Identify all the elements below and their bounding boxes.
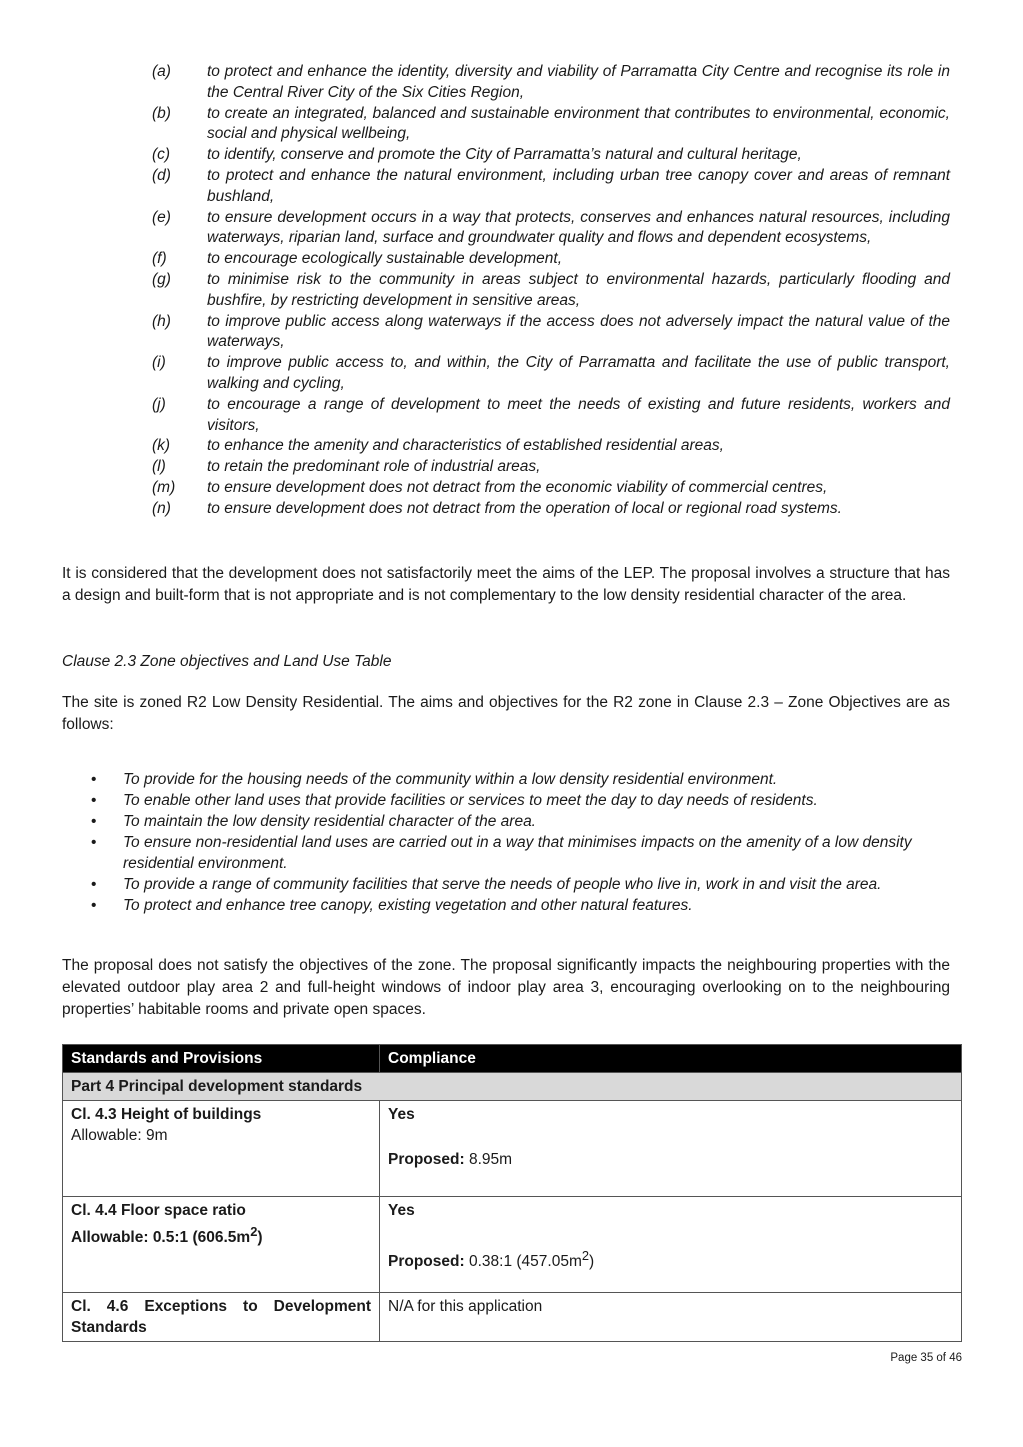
objective-item <box>88 811 948 832</box>
bullet-icon: • <box>91 897 97 914</box>
aim-label: (d) <box>152 166 171 184</box>
objective-item <box>88 790 948 811</box>
objective-text: To maintain the low density residential character of the area. <box>123 813 536 830</box>
objective-item <box>88 769 948 790</box>
aim-item <box>142 312 950 354</box>
aim-text: to enhance the amenity and characteristics of established residential areas, <box>207 437 724 455</box>
aim-text: to retain the predominant role of industrial areas, <box>207 458 541 476</box>
aim-item <box>142 499 950 520</box>
aim-text: to identify, conserve and promote the City of Parramatta’s natural and cultural heritage, <box>207 146 802 164</box>
objective-item <box>88 874 948 895</box>
objectives-assessment-paragraph: The proposal does not satisfy the objectives of the zone. The proposal significantly impacts the neighbouring properties with the elevated outdoor play area 2 and full-height windows of indoor play area 3, encouraging overlooking on to the neighbouring properties’ habitable rooms and private open spaces. <box>62 957 950 1018</box>
part-heading-row <box>63 1073 962 1101</box>
aim-item <box>142 436 950 457</box>
height-compliance-cell <box>380 1101 962 1197</box>
aim-label: (j) <box>152 395 166 413</box>
aim-label: (e) <box>152 208 171 226</box>
aim-item <box>142 478 950 499</box>
aim-item <box>142 208 950 250</box>
bullet-icon: • <box>91 834 97 851</box>
height-standard-cell <box>63 1101 380 1197</box>
aim-text: to ensure development does not detract from the economic viability of commercial centres, <box>207 478 828 496</box>
aim-item <box>142 353 950 395</box>
aim-text: to ensure development does not detract from the operation of local or regional road systems. <box>207 499 842 517</box>
aim-item <box>142 395 950 437</box>
objective-text: To enable other land uses that provide facilities or services to meet the day to day needs of residents. <box>123 792 818 809</box>
fsr-title: Cl. 4.4 Floor space ratio <box>71 1202 246 1219</box>
header-standards: Standards and Provisions <box>63 1045 380 1073</box>
lep-aims-list <box>142 62 950 520</box>
bullet-icon: • <box>91 813 97 830</box>
zone-paragraph: The site is zoned R2 Low Density Residential. The aims and objectives for the R2 zone in Clause 2.3 – Zone Objectives are as follows: <box>62 694 950 733</box>
table-row <box>63 1101 962 1197</box>
aim-label: (f) <box>152 250 167 268</box>
aim-item <box>142 166 950 208</box>
table-row <box>63 1197 962 1293</box>
aim-label: (m) <box>152 478 176 496</box>
aim-text: to minimise risk to the community in areas subject to environmental hazards, particularly flooding and bushfire, by restricting development in sensitive areas, <box>207 270 950 309</box>
aim-label: (h) <box>152 312 171 330</box>
aim-label: (k) <box>152 437 171 455</box>
aim-label: (c) <box>152 146 171 164</box>
aim-item <box>142 145 950 166</box>
fsr-allowable: Allowable: 0.5:1 $(606.5m^2)$ <box>71 1224 263 1247</box>
aim-text: to improve public access to, and within, the City of Parramatta and facilitate the use of public transport, walking and cycling, <box>207 354 950 392</box>
aim-text: to improve public access along waterways if the access does not adversely impact the natural value of the waterways, <box>207 312 950 351</box>
aim-text: to create an integrated, balanced and sustainable environment that contributes to environmental, economic, social and physical wellbeing, <box>207 104 950 143</box>
aim-item <box>142 249 950 270</box>
part-heading: Part 4 Principal development standards <box>63 1073 962 1101</box>
objective-text: To provide for the housing needs of the community within a low density residential environment. <box>123 771 778 788</box>
table-header-row <box>63 1045 962 1073</box>
objective-text: To ensure non-residential land uses are carried out in a way that minimises impacts on the amenity of a low density residential environment. <box>123 834 912 872</box>
aim-text: to ensure development occurs in a way that protects, conserves and enhances natural resources, including waterways, riparian land, surface and groundwater quality and flows and dependent ecosystems, <box>207 208 950 247</box>
fsr-compliance: Yes <box>388 1202 415 1219</box>
aim-text: to protect and enhance the natural environment, including urban tree canopy cover and areas of remnant bushland, <box>207 166 950 205</box>
fsr-proposed: Proposed: 0.38:1 $(457.05m^2)$ <box>388 1248 595 1271</box>
fsr-compliance-cell <box>380 1197 962 1293</box>
aim-text: to encourage ecologically sustainable development, <box>207 250 563 268</box>
height-proposed: Proposed: 8.95m <box>388 1151 513 1168</box>
objective-text: To provide a range of community facilities that serve the needs of people who live in, work in and visit the area. <box>123 876 882 893</box>
aim-item <box>142 62 950 104</box>
aim-item <box>142 104 950 146</box>
aim-text: to protect and enhance the identity, diversity and viability of Parramatta City Centre and recognise its role in the Central River City of the Six Cities Region, <box>207 63 950 101</box>
clause-heading: Clause 2.3 Zone objectives and Land Use Table <box>62 653 392 670</box>
aim-label: (l) <box>152 458 166 476</box>
height-compliance: Yes <box>388 1106 415 1123</box>
aim-item <box>142 270 950 312</box>
objective-item <box>88 832 948 874</box>
standards-table <box>62 1044 962 1342</box>
objective-item <box>88 895 948 916</box>
bullet-icon: • <box>91 876 97 893</box>
bullet-icon: • <box>91 792 97 809</box>
exceptions-compliance: N/A for this application <box>380 1293 962 1342</box>
aim-label: (i) <box>152 354 166 372</box>
table-row <box>63 1293 962 1342</box>
exceptions-title: Cl. 4.6 Exceptions to Development Standards <box>63 1293 380 1342</box>
aim-label: (g) <box>152 270 171 288</box>
page-number: Page 35 of 46 <box>890 1352 962 1364</box>
aim-label: (b) <box>152 104 171 122</box>
objective-text: To protect and enhance tree canopy, existing vegetation and other natural features. <box>123 897 693 914</box>
aim-label: (n) <box>152 499 171 517</box>
height-title: Cl. 4.3 Height of buildings <box>71 1106 262 1123</box>
aims-assessment-paragraph: It is considered that the development does not satisfactorily meet the aims of the LEP. The proposal involves a structure that has a design and built-form that is not appropriate and is not complementary to the low density residential character of the area. <box>62 565 950 604</box>
height-allowable: Allowable: 9m <box>71 1127 168 1144</box>
zone-objectives-list <box>88 769 948 916</box>
bullet-icon: • <box>91 771 97 788</box>
aim-label: (a) <box>152 63 171 80</box>
header-compliance: Compliance <box>380 1045 962 1073</box>
fsr-standard-cell <box>63 1197 380 1293</box>
aim-text: to encourage a range of development to meet the needs of existing and future residents, workers and visitors, <box>207 395 950 434</box>
aim-item <box>142 457 950 478</box>
